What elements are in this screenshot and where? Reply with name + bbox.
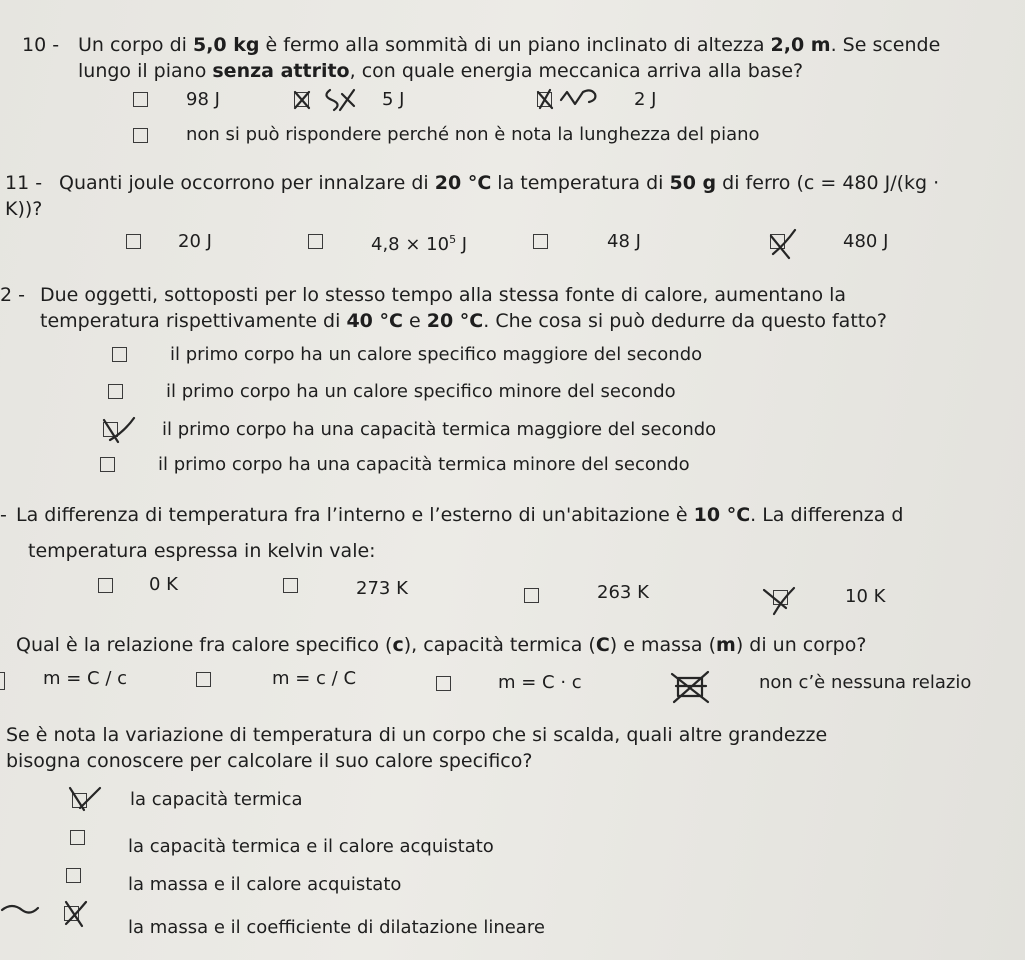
q15-option-4-handwritten-mark <box>0 896 100 932</box>
q11-option-3-label: 48 J <box>607 231 641 252</box>
q11-option-1-label: 20 J <box>178 231 212 252</box>
q15-option-3-label: la massa e il calore acquistato <box>128 874 402 895</box>
q15-option-2-label: la capacità termica e il calore acquistato <box>128 836 494 857</box>
q14-option-4-label: non c’è nessuna relazio <box>759 672 972 693</box>
q12-option-4-checkbox[interactable] <box>100 457 115 472</box>
q11-option-3-checkbox[interactable] <box>533 234 548 249</box>
q11-option-2-checkbox[interactable] <box>308 234 323 249</box>
q14-option-4-handwritten-mark[interactable] <box>668 668 716 708</box>
q12-option-4-label: il primo corpo ha una capacità termica minore del secondo <box>158 454 690 475</box>
question-11-text-line1: Quanti joule occorrono per innalzare di 20 °C la temperatura di 50 g di ferro (c = 480 J/(kg · <box>59 172 940 194</box>
q11-option-4-label: 480 J <box>843 231 889 252</box>
q11-option-1-checkbox[interactable] <box>126 234 141 249</box>
q10-option-2-handwritten-mark <box>292 84 384 114</box>
question-12-number: 2 - <box>0 284 25 306</box>
q11-option-2-label: $4,8 \times 10^5$ J <box>371 233 468 255</box>
q12-option-2-label: il primo corpo ha un calore specifico minore del secondo <box>166 381 676 402</box>
question-12-text-line2: temperatura rispettivamente di 40 °C e 20 °C. Che cosa si può dedurre da questo fatto? <box>40 310 887 332</box>
question-10-text-line1: Un corpo di 5,0 kg è fermo alla sommità di un piano inclinato di altezza 2,0 m. Se scende <box>78 34 941 56</box>
q11-option-4-handwritten-mark <box>765 224 815 264</box>
q10-option-1-checkbox[interactable] <box>133 92 148 107</box>
q10-option-1-label: 98 J <box>186 89 220 110</box>
q14-option-1-checkbox[interactable] <box>0 672 5 690</box>
q15-option-3-checkbox[interactable] <box>66 868 81 883</box>
q12-option-1-checkbox[interactable] <box>112 347 127 362</box>
question-13-number: - <box>0 504 7 526</box>
question-11-number: 11 - <box>5 172 43 194</box>
question-11-text-line2: K))? <box>5 198 43 220</box>
q10-option-2-label: 5 J <box>382 89 405 110</box>
q14-option-3-label: m = C · c <box>498 672 582 693</box>
q15-option-1-handwritten-mark <box>66 784 106 814</box>
question-15-text-line1: Se è nota la variazione di temperatura di un corpo che si scalda, quali altre grandezze <box>6 724 828 746</box>
question-14-text: Qual è la relazione fra calore specifico (c), capacità termica (C) e massa (m) di un corpo? <box>16 634 867 656</box>
q14-option-2-label: m = c / C <box>272 668 357 689</box>
q14-option-2-checkbox[interactable] <box>196 672 211 687</box>
q12-option-2-checkbox[interactable] <box>108 384 123 399</box>
question-12-text-line1: Due oggetti, sottoposti per lo stesso tempo alla stessa fonte di calore, aumentano la <box>40 284 847 306</box>
q10-option-4-checkbox[interactable] <box>133 128 148 143</box>
q13-option-4-handwritten-mark <box>760 584 810 618</box>
q15-option-4-label: la massa e il coefficiente di dilatazione lineare <box>128 917 545 938</box>
question-15-text-line2: bisogna conoscere per calcolare il suo calore specifico? <box>6 750 533 772</box>
q13-option-1-label: 0 K <box>149 574 178 595</box>
q10-option-3-handwritten-mark <box>535 82 621 114</box>
question-10-number: 10 - <box>22 34 60 56</box>
q14-option-3-checkbox[interactable] <box>436 676 451 691</box>
question-13-text-line2: temperatura espressa in kelvin vale: <box>28 540 376 562</box>
q13-option-4-label: 10 K <box>845 586 886 607</box>
q15-option-2-checkbox[interactable] <box>70 830 85 845</box>
q10-option-4-label: non si può rispondere perché non è nota la lunghezza del piano <box>186 124 760 145</box>
question-10-text-line2: lungo il piano senza attrito, con quale energia meccanica arriva alla base? <box>78 60 804 82</box>
question-13-text-line1: La differenza di temperatura fra l’interno e l’esterno di un'abitazione è 10 °C. La differenza d <box>16 504 904 526</box>
q13-option-3-checkbox[interactable] <box>524 588 539 603</box>
q13-option-2-label: 273 K <box>356 578 408 599</box>
q13-option-2-checkbox[interactable] <box>283 578 298 593</box>
q13-option-3-label: 263 K <box>597 582 649 603</box>
q14-option-1-label: m = C / c <box>43 668 128 689</box>
q10-option-3-label: 2 J <box>634 89 657 110</box>
q12-option-3-handwritten-mark <box>98 414 142 446</box>
q15-option-1-label: la capacità termica <box>130 789 303 810</box>
q12-option-1-label: il primo corpo ha un calore specifico maggiore del secondo <box>170 344 703 365</box>
q13-option-1-checkbox[interactable] <box>98 578 113 593</box>
q12-option-3-label: il primo corpo ha una capacità termica maggiore del secondo <box>162 419 717 440</box>
